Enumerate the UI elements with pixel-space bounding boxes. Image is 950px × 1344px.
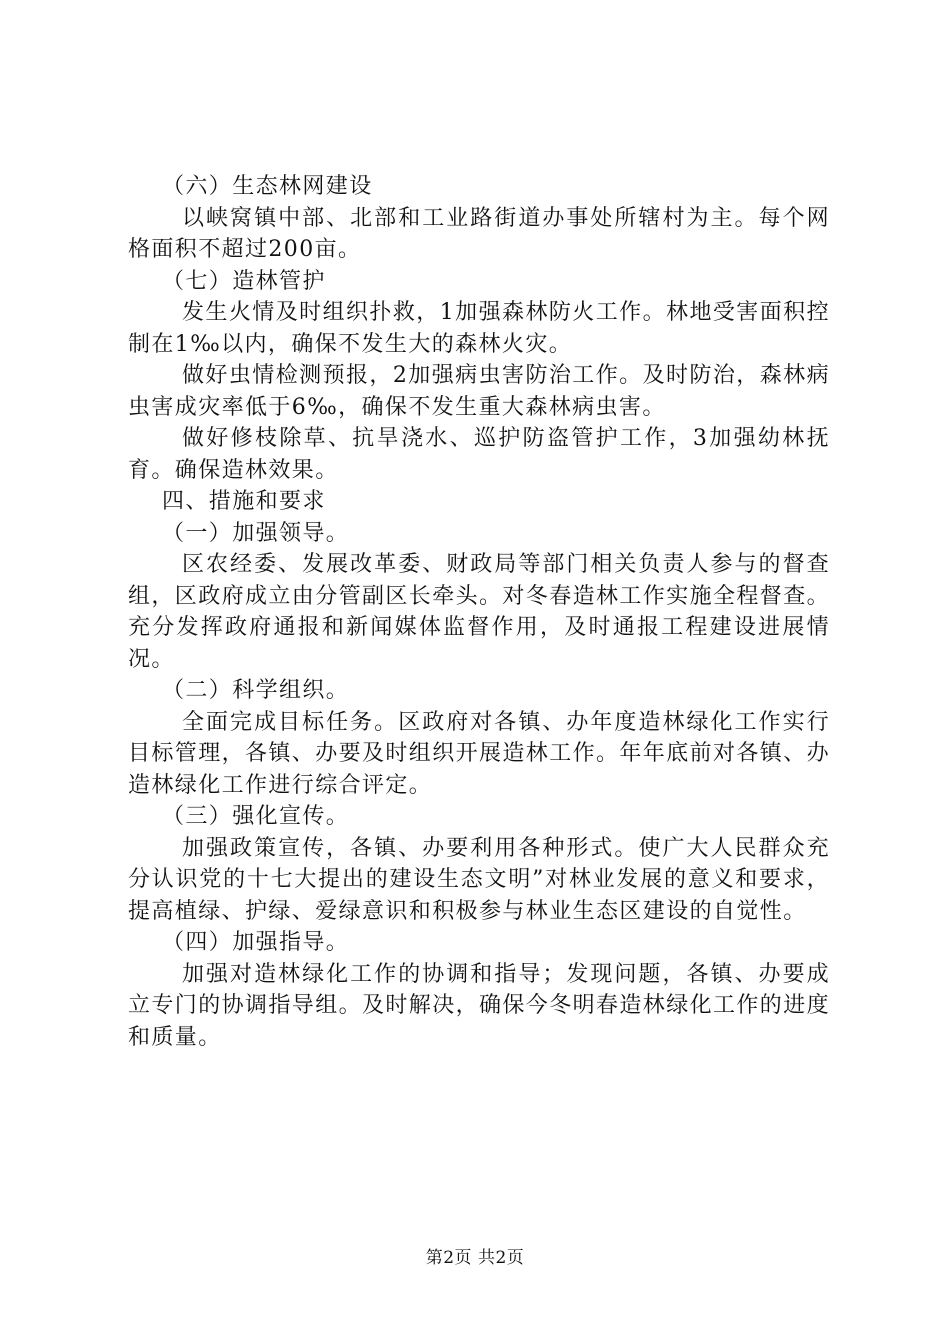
page-number-footer: 第2页 共2页: [425, 1248, 525, 1268]
paragraph: 加强对造林绿化工作的协调和指导；发现问题，各镇、办要成立专门的协调指导组。及时解决，确保今冬明春造林绿化工作的进度和质量。: [128, 961, 831, 1050]
section-heading-3: （三）强化宣传。: [162, 804, 350, 829]
paragraph: 发生火情及时组织扑救，1加强森林防火工作。林地受害面积控制在1‰以内，确保不发生大的森林火灾。: [128, 300, 830, 357]
document-body: [128, 171, 830, 1053]
paragraph: 全面完成目标任务。区政府对各镇、办年度造林绿化工作实行目标管理，各镇、办要及时组织开展造林工作。年年底前对各镇、办造林绿化工作进行综合评定。: [128, 709, 831, 798]
paragraph: 做好修枝除草、抗旱浇水、巡护防盗管护工作，3加强幼林抚育。确保造林效果。: [128, 426, 830, 483]
main-heading-4: 四、措施和要求: [162, 489, 326, 514]
section-heading-7: （七）造林管护: [162, 268, 326, 294]
section-heading-4: （四）加强指导。: [162, 930, 350, 955]
section-heading-2: （二）科学组织。: [162, 678, 350, 703]
paragraph: 加强政策宣传，各镇、办要利用各种形式。使广大人民群众充分认识党的十七大提出的建设生态文明”对林业发展的意义和要求，提高植绿、护绿、爱绿意识和积极参与林业生态区建设的自觉性。: [128, 835, 830, 924]
section-heading-1: （一）加强领导。: [162, 520, 350, 546]
section-heading-6: （六）生态林网建设: [162, 174, 373, 199]
paragraph: 区农经委、发展改革委、财政局等部门相关负责人参与的督查组，区政府成立由分管副区长牵头。对冬春造林工作实施全程督查。充分发挥政府通报和新闻媒体监督作用，及时通报工程建设进展情况。: [128, 552, 831, 672]
paragraph: 做好虫情检测预报，2加强病虫害防治工作。及时防治，森林病虫害成灾率低于6‰，确保不发生重大森林病虫害。: [128, 363, 830, 420]
paragraph: 以峡窝镇中部、北部和工业路街道办事处所辖村为主。每个网格面积不超过200亩。: [128, 205, 830, 262]
